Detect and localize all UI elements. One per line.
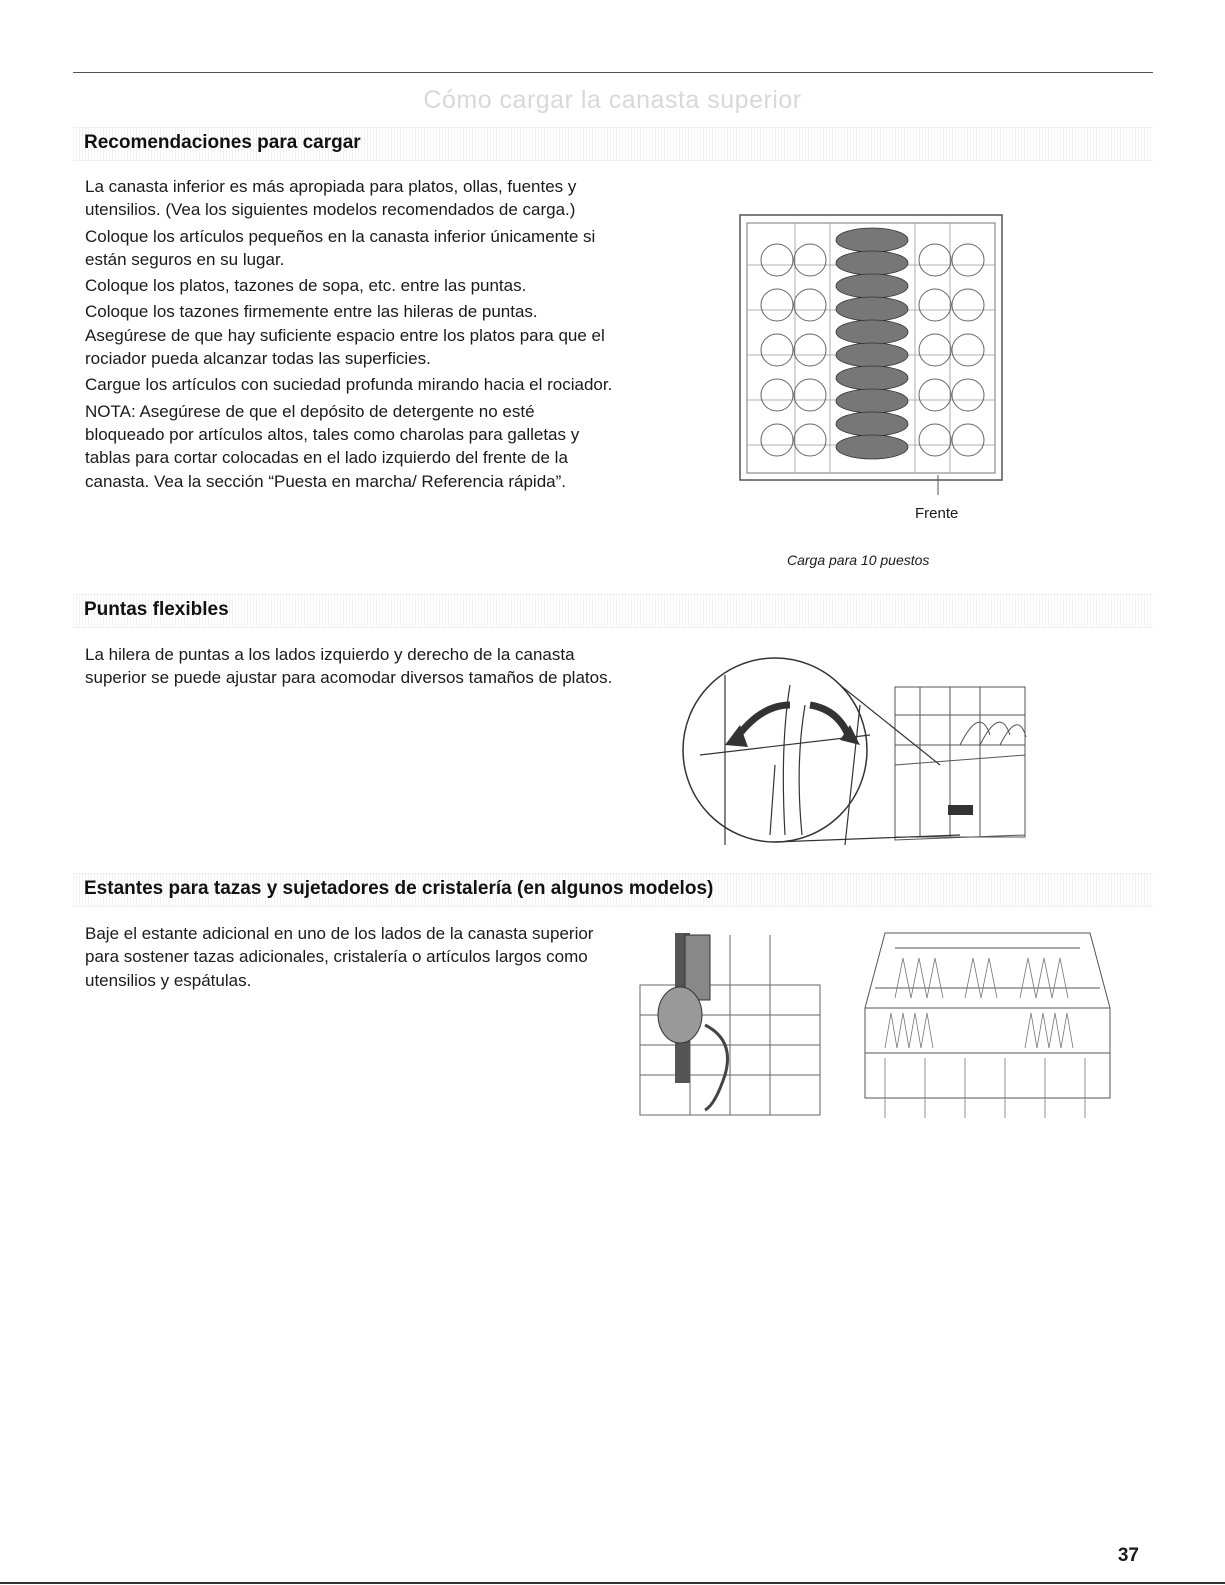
paragraph: La hilera de puntas a los lados izquierdo y derecho de la canasta superior se puede ajustar para acomodar diversos tamaños de platos. [85, 645, 613, 688]
paragraph: La canasta inferior es más apropiada para platos, ollas, fuentes y utensilios. (Vea los siguientes modelos recomendados de carga.) [85, 177, 577, 220]
paragraph: NOTA: Asegúrese de que el depósito de detergente no esté bloqueado por artículos altos, tales como charolas para galletas y tablas para cortar colocadas en el lado izquierdo del frente de la canasta. Vea la sección “Puesta en marcha/ Referencia rápida”. [85, 401, 580, 491]
bottom-rule [0, 1582, 1225, 1584]
paragraph: Baje el estante adicional en uno de los lados de la canasta superior para sostener tazas adicionales, cristalería o artículos largos como utensilios y espátulas. [85, 924, 594, 990]
section-heading: Recomendaciones para cargar [84, 132, 361, 153]
page-title: Cómo cargar la canasta superior [423, 86, 802, 114]
paragraph: Coloque los platos, tazones de sopa, etc. entre las puntas. [85, 276, 527, 296]
section-header-flexible-tines [73, 594, 1153, 628]
paragraph: Coloque los tazones firmemente entre las hileras de puntas. Asegúrese de que hay suficiente espacio entre los platos para que el rociador pueda alcanzar todas las superficies. [85, 302, 605, 369]
figure-label-front: Frente [915, 505, 959, 522]
section-header-cup-shelves [73, 873, 1153, 907]
section-heading: Puntas flexibles [84, 599, 229, 620]
upper-rack-illustration [855, 928, 1120, 1123]
paragraph: Coloque los artículos pequeños en la canasta inferior únicamente si están seguros en su lugar. [85, 226, 596, 269]
section-heading: Estantes para tazas y sujetadores de cristalería (en algunos modelos) [84, 878, 714, 899]
page-number: 37 [1117, 1545, 1139, 1566]
section-body-loading [85, 175, 615, 496]
figure-caption: Carga para 10 puestos [787, 552, 930, 568]
flexible-tines-illustration [680, 645, 1155, 865]
top-rule [73, 72, 1153, 73]
section-body-cup-shelves [85, 922, 615, 995]
section-body-flexible-tines [85, 643, 615, 693]
paragraph: Cargue los artículos con suciedad profunda mirando hacia el rociador. [85, 375, 613, 395]
section-header-loading [73, 127, 1153, 161]
cup-shelf-illustration [630, 925, 825, 1125]
rack-top-view-illustration [735, 205, 1010, 495]
